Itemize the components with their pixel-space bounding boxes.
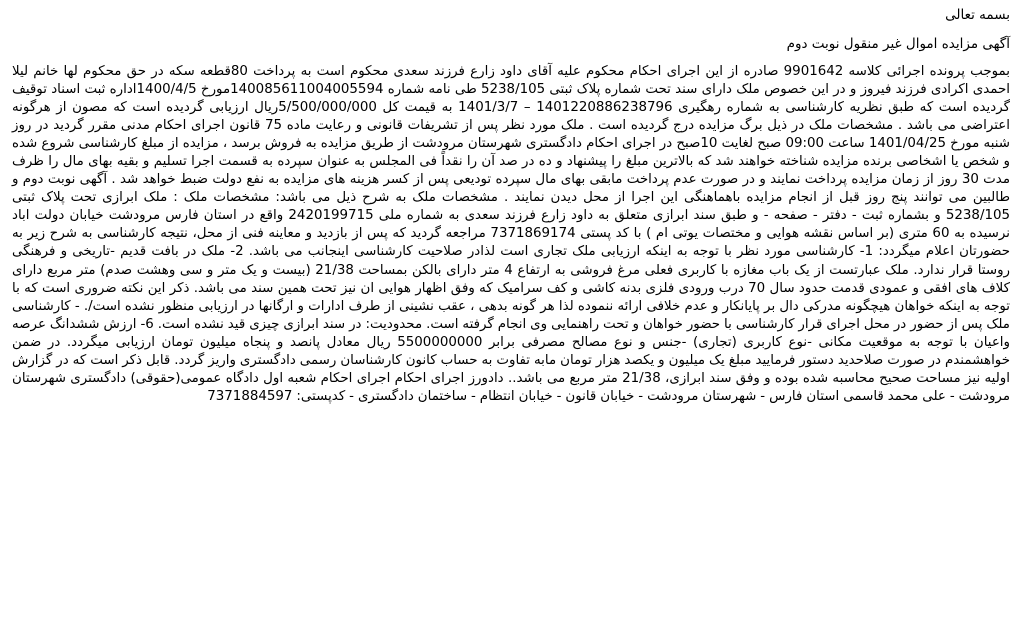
notice-title: آگهی مزایده اموال غیر منقول نوبت دوم: [786, 36, 1010, 52]
notice-body: بموجب پرونده اجرائی کلاسه 9901642 صادره از این اجرای احکام محکوم علیه آقای داود زارع فرزند سعدی محکوم است به پرداخت 80قطعه سکه در حق محکوم لها خانم لیلا احمدی اکرادی فرزند فیروز و در این خصوص ملک دارای سند تحت شماره پلاک ثبتی 5238/105 طی نامه شماره 140085611004005594مورخ 1400/4/5اداره ثبت اسناد توقیف گردیده است که طبق نظریه کارشناسی به شماره رهگیری 1401220886238796 – 1401/3/7 به قیمت کل 5/500/000/000ریال ارزیابی گردیده است که مصون از هرگونه اعتراضی می باشد . مشخصات ملک در ذیل برگ مزایده درج گردیده است . ملک مورد نظر پس از تشریفات قانونی و رعایت ماده 75 قانون اجرای احکام مدنی مقرر گردید در روز شنبه مورخ 1401/04/25 ساعت 09:00 صبح لغایت 10صبح در اجرای احکام دادگستری شهرستان مرودشت از طریق مزایده به فروش برسد ، مزایده از مبلغ کارشناسی شروع شده و شخص یا اشخاصی برنده مزایده شناخته خواهند شد که بالاترین مبلغ را پیشنهاد و ده در صد آن را نقداً فی المجلس به عنوان سپرده به قسمت اجرا تسلیم و بقیه بهای مال را ظرف مدت 30 روز از زمان مزایده پرداخت نمایند و در صورت عدم پرداخت مابقی بهای مال سپرده تودیعی پس از کسر هزینه های مزایده به نفع دولت ضبط خواهد شد . آگهی نوبت دوم و طالبین می توانند پنج روز قبل از انجام مزایده باهماهنگی این اجرا از محل دیدن نمایند . مشخصات ملک به شرح ذیل می باشد: مشخصات ملک : ملک ابرازی تحت پلاک ثبتی 5238/105 و بشماره ثبت - دفتر - صفحه - و طبق سند ابرازی متعلق به داود زارع فرزند سعدی به شماره ملی 2420199715 واقع در استان فارس مرودشت خیابان دولت اباد نرسیده به 60 متری (بر اساس نقشه هوایی و مختصات یوتی ام ) با کد پستی 7371869174 مراجعه گردید که پس از بازدید و معاینه فنی از محل، نتیجه کارشناسی به شرح زیر به حضورتان اعلام میگردد: 1- کارشناسی مورد نظر با توجه به اینکه ارزیابی ملک تجاری است لذادر صلاحیت کارشناسی اینجانب می باشد. 2- ملک در بافت قدیم -تاریخی و فرهنگی روستا قرار ندارد. ملک عبارتست از یک باب مغازه با کاربری فعلی مرغ فروشی به ارتفاع 4 متر دارای بالکن بمساحت 21/38 (بیست و یک متر و سی وهشت صدم) متر مربع دارای کلاف های افقی و عمودی قدمت حدود سال 70 درب ورودی فلزی بدنه کاشی و کف سرامیک که وفق اظهار هوایی ان نیز تحت همین سند می باشد. ذکر این نکته ضروری است که با توجه به اینکه خواهان هیچگونه مدرکی دال بر پایانکار و عدم خلافی ارائه ننموده لذا هر گونه بدهی ، عقب نشینی از طرف ادارات و ارگانها در ارزیابی منظور نشده است/. - کارشناسی ملک پس از حضور در محل اجرای قرار کارشناسی با حضور خواهان و تحت راهنمایی وی انجام گرفته است. محدودیت: در سند ابرازی چیزی قید نشده است. 6- ارزش ششدانگ عرصه واعیان با توجه به موقعیت مکانی -نوع کاربری (تجاری) -جنس و نوع مصالح مصرفی برابر 5500000000 ریال معادل پانصد و پنجاه میلیون تومان ارزیابی میگردد. در ضمن خواهشمندم در صورت صلاحدید دستور فرمایید مبلغ یک میلیون و یکصد هزار تومان مابه تفاوت به حساب کانون کارشناسان رسمی دادگستری واریز گردد. قابل ذکر است که در گزارش اولیه نیز مساحت صحیح محاسبه شده بوده و وفق سند ابرازی، 21/38 متر مربع می باشد.. دادورز اجرای احکام اجرای احکام شعبه اول دادگاه عمومی(حقوقی) دادگستری شهرستان مرودشت - علی محمد قاسمی استان فارس - شهرستان مرودشت - خیابان قانون - خیابان انتظام - ساختمان دادگستری - کدپستی: 7371884597: [12, 64, 1011, 404]
invocation-heading: بسمه تعالی: [945, 7, 1010, 23]
